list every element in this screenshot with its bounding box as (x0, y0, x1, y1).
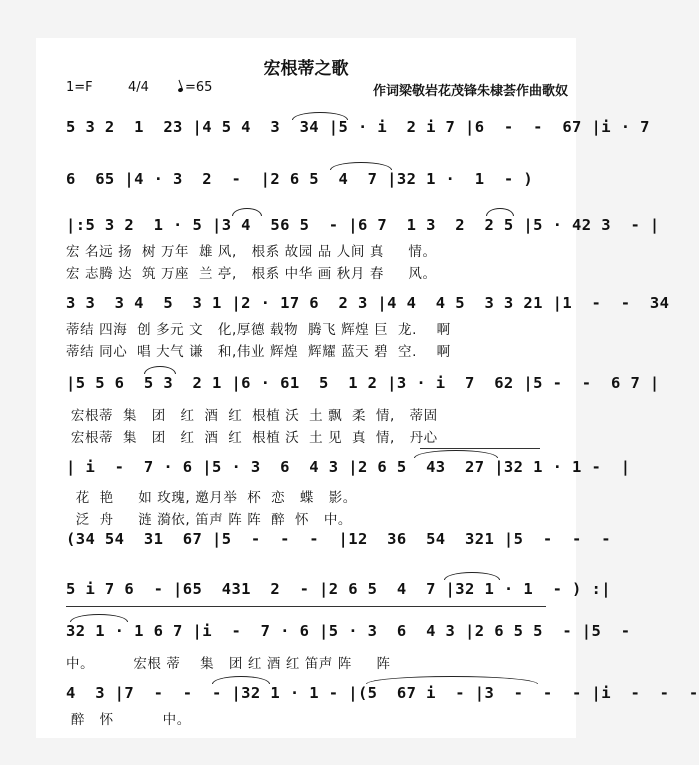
credits: 作词梁敬岩花茂锋朱棣荟作曲歌奴 (372, 84, 568, 99)
key-signature: 1=F (66, 80, 93, 95)
lyric-row-3-verse-1: 宏 名远 扬 树 万年 雄 风, 根系 故园 品 人间 真 情。 (66, 244, 437, 260)
notation-row-2: 6 65 |4 · 3 2 - |2 6 5 4 7 |32 1 · 1 - ) (66, 170, 534, 188)
notation-row-3: |:5 3 2 1 · 5 |3 4 56 5 - |6 7 1 3 2 2 5 |5 · 42 3 - | (66, 216, 660, 234)
lyric-row-5-verse-1: 宏根蒂 集 团 红 酒 红 根植 沃 土 飘 柔 情, 蒂固 (66, 408, 438, 424)
lyric-row-3-verse-2: 宏 志腾 达 筑 万座 兰 亭, 根系 中华 画 秋月 春 风。 (66, 266, 437, 282)
song-title: 宏根蒂之歌 (263, 59, 349, 79)
notation-row-9: 32 1 · 1 6 7 |i - 7 · 6 |5 · 3 6 4 3 |2 6 5 5 - |5 - (66, 622, 631, 640)
lyric-row-5-verse-2: 宏根蒂 集 团 红 酒 红 根植 沃 土 见 真 情, 丹心 (66, 430, 438, 446)
lyric-row-6-verse-2: 泛 舟 涟 漪依, 笛声 阵 阵 醉 怀 中。 (66, 512, 353, 528)
time-signature: 4/4 (128, 80, 149, 95)
notation-row-6: | i - 7 · 6 |5 · 3 6 4 3 |2 6 5 43 27 |32 1 · 1 - | (66, 458, 631, 476)
notation-row-7: (34 54 31 67 |5 - - - |12 36 54 321 |5 - - - (66, 530, 611, 548)
lyric-row-4-verse-1: 蒂结 四海 创 多元 文 化,厚德 载物 腾飞 辉煌 巨 龙. 啊 (66, 322, 451, 338)
lyric-row-4-verse-2: 蒂结 同心 唱 大气 谦 和,伟业 辉煌 辉耀 蓝天 碧 空. 啊 (66, 344, 451, 360)
tempo-value: =65 (185, 80, 213, 95)
ending-bracket-line (66, 606, 546, 607)
tempo-marking (178, 80, 212, 95)
notation-row-8: 5 i 7 6 - |65 431 2 - |2 6 5 4 7 |32 1 · 1 - ) :| (66, 580, 611, 598)
quarter-note-icon (177, 87, 183, 92)
notation-row-4: 3 3 3 4 5 3 1 |2 · 17 6 2 3 |4 4 4 5 3 3 21 |1 - - 34 (66, 294, 670, 312)
ending-bracket-line (420, 448, 540, 449)
lyric-row-9: 中。 宏根 蒂 集 团 红 酒 红 笛声 阵 阵 (66, 656, 391, 672)
notation-row-10: 4 3 |7 - - - |32 1 · 1 - |(5 67 i - |3 - - - |i - - - (66, 684, 699, 702)
notation-row-5: |5 5 6 5 3 2 1 |6 · 61 5 1 2 |3 · i 7 62 |5 - - 6 7 | (66, 374, 660, 392)
lyric-row-6-verse-1: 花 艳 如 玫瑰, 邀月举 杯 恋 蝶 影。 (66, 490, 357, 506)
notation-row-1: 5 3 2 1 23 |4 5 4 3 34 |5 · i 2 i 7 |6 - - 67 |i · 7 (66, 118, 650, 136)
lyric-row-10: 醉 怀 中。 (66, 712, 191, 728)
